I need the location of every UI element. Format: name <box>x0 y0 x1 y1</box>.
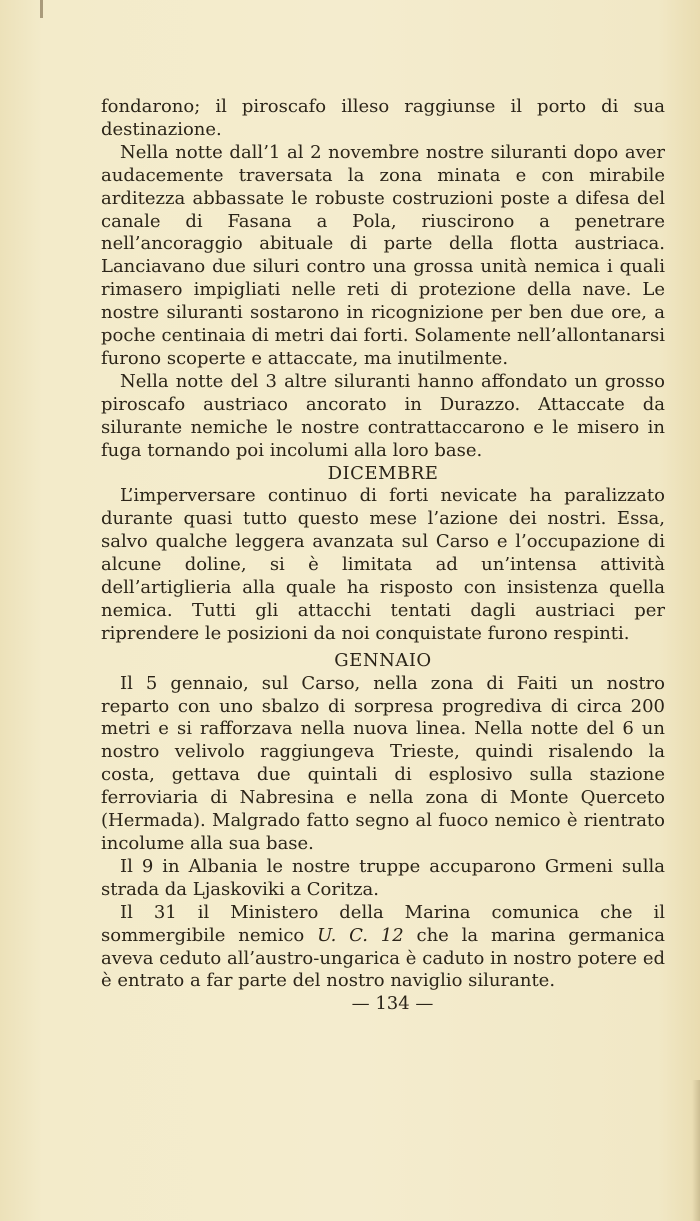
submarine-name: U. C. 12 <box>317 924 404 946</box>
paragraph: fondarono; il piroscafo illeso raggiunse il porto di sua destinazione. <box>101 96 665 140</box>
paragraph: Il 5 gennaio, sul Carso, nella zona di Faiti un nostro reparto con uno sbalzo di sorpresa progrediva di circa 200 metri e si rafforzava nella nuova linea. Nella notte del 6 un nostro velivolo raggiungeva Trieste, quindi risalendo la costa, gettava due quintali di esplosivo sulla stazione ferroviaria di Nabresina e nella zona di Monte Querceto (Hermada). Malgrado fatto segno al fuoco nemico è rientrato incolume alla sua base. <box>101 672 665 854</box>
page-edge-shadow <box>692 1080 700 1221</box>
paragraph: Il 9 in Albania le nostre truppe accuparono Grmeni sulla strada da Ljaskoviki a Coritza. <box>101 855 665 900</box>
section-heading-dicembre: DICEMBRE <box>327 462 439 484</box>
paragraph <box>101 902 665 994</box>
section-heading-gennaio: GENNAIO <box>334 649 432 671</box>
paragraph-text: che la marina germanica aveva ceduto all’austro-ungarica è caduto in nostro potere ed è entrato a far parte del nostro naviglio silurante. <box>101 924 665 992</box>
page-body <box>101 96 665 1016</box>
page-edge-mark <box>40 0 43 18</box>
paragraph: Nella notte del 3 altre siluranti hanno affondato un grosso piroscafo austriaco ancorato in Durazzo. Attaccate da silurante nemiche le nostre contrattaccarono e le misero in fuga tornando poi incolumi alla loro base. <box>101 370 665 461</box>
page-number: — 134 — <box>351 993 434 1015</box>
paragraph: L’imperversare continuo di forti nevicate ha paralizzato durante quasi tutto questo mese l’azione dei nostri. Essa, salvo qualche leggera avanzata sul Carso e l’occupazione di alcune doline, si è limitata ad un’intensa attività dell’artiglieria alla quale ha risposto con insistenza quella nemica. Tutti gli attacchi tentati dagli austriaci per riprendere le posizioni da noi conquistate furono respinti. <box>101 485 665 644</box>
paragraph: Nella notte dall’1 al 2 novembre nostre siluranti dopo aver audacemente traversata la zona minata e con mirabile arditezza abbassate le robuste costruzioni poste a difesa del canale di Fasana a Pola, riuscirono a penetrare nell’ancoraggio abituale di parte della flotta austriaca. Lanciavano due siluri contro una grossa unità nemica i quali rimasero impigliati nelle reti di protezione della nave. Le nostre siluranti sostarono in ricognizione per ben due ore, a poche centinaia di metri dai forti. Solamente nell’allontanarsi furono scoperte e attaccate, ma inutilmente. <box>101 141 665 369</box>
paragraph-text: Il 31 il Ministero della Marina comunica che il sommergibile nemico <box>101 901 665 946</box>
